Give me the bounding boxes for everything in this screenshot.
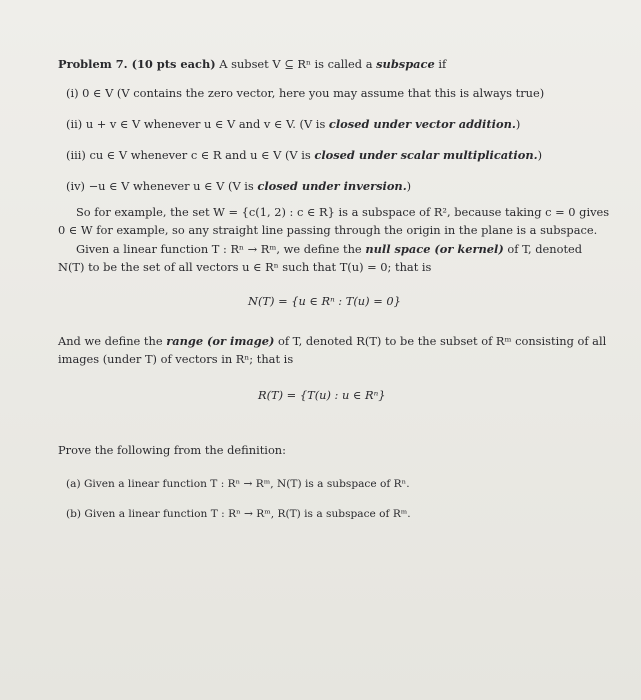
condition-emphasis: closed under scalar multiplication. (314, 148, 538, 162)
nullspace-text: Given a linear function T : Rⁿ → Rᵐ, we define the (76, 242, 362, 256)
condition-number: (ii) (66, 117, 83, 131)
condition-emphasis: closed under inversion. (257, 179, 407, 193)
condition-item (66, 85, 544, 101)
condition-emphasis: closed under vector addition. (328, 117, 516, 131)
example-line: So for example, the set W = {c(1, 2) : c ∈ R} is a subspace of R², because taking c = 0 gives (76, 205, 610, 219)
nullspace-line: N(T) to be the set of all vectors u ∈ Rⁿ such that T(u) = 0; that is (58, 260, 432, 274)
condition-tail: ) (515, 117, 521, 131)
condition-item (66, 147, 542, 163)
problem-intro: A subset V ⊆ Rⁿ is called a (219, 57, 373, 71)
range-text: of T, denoted R(T) to be the subset of Rᵐ consisting of all (277, 334, 607, 348)
range-equation: R(T) = {T(u) : u ∈ Rⁿ} (258, 388, 386, 402)
range-line: images (under T) of vectors in Rⁿ; that is (58, 352, 294, 366)
condition-tail: ) (537, 148, 543, 162)
range-text: And we define the (58, 334, 163, 348)
nullspace-text: of T, denoted (507, 242, 583, 256)
condition-item (66, 178, 411, 194)
condition-number: (i) (66, 86, 79, 100)
range-definition (58, 333, 606, 349)
condition-text: 0 ∈ V (V contains the zero vector, here you may assume that this is always true) (82, 86, 545, 100)
problem-statement (58, 56, 446, 72)
prove-part-b: (b) Given a linear function T : Rⁿ → Rᵐ, R(T) is a subspace of Rᵐ. (66, 508, 411, 520)
condition-text: u + v ∈ V whenever u ∈ V and v ∈ V. (V is (85, 117, 326, 131)
condition-number: (iv) (66, 179, 85, 193)
prove-heading: Prove the following from the definition: (58, 443, 286, 457)
condition-tail: ) (406, 179, 412, 193)
condition-number: (iii) (66, 148, 86, 162)
condition-text: cu ∈ V whenever c ∈ R and u ∈ V (V is (89, 148, 311, 162)
nullspace-equation: N(T) = {u ∈ Rⁿ : T(u) = 0} (248, 294, 401, 308)
problem-term: subspace (376, 57, 435, 71)
nullspace-term: null space (or kernel) (365, 242, 504, 256)
prove-part-a: (a) Given a linear function T : Rⁿ → Rᵐ, N(T) is a subspace of Rⁿ. (66, 478, 410, 490)
nullspace-definition (76, 241, 582, 257)
problem-label: Problem 7. (10 pts each) (58, 57, 216, 71)
range-term: range (or image) (166, 334, 275, 348)
condition-text: −u ∈ V whenever u ∈ V (V is (88, 179, 254, 193)
example-line: 0 ∈ W for example, so any straight line passing through the origin in the plane is a subspace. (58, 223, 598, 237)
condition-item (66, 116, 520, 132)
problem-intro-end: if (438, 57, 447, 71)
